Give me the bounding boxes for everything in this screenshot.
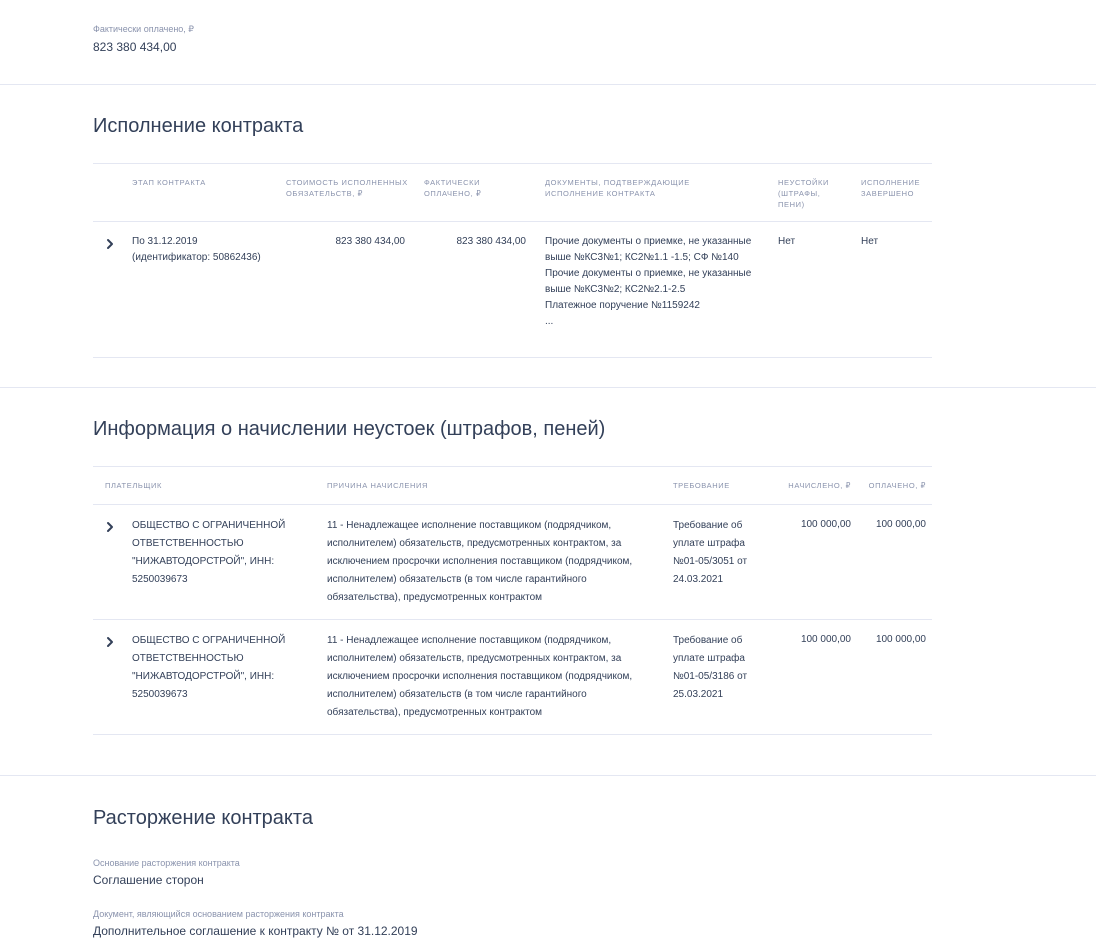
section-divider xyxy=(0,775,1096,776)
penalties-table xyxy=(93,466,932,734)
termination-title: Расторжение контракта xyxy=(93,807,313,829)
table-bottom-border xyxy=(93,734,932,735)
doc-line: Прочие документы о приемке, не указанные выше №КС3№1; КС2№1.1 -1.5; СФ №140 xyxy=(545,236,752,263)
table-row[interactable] xyxy=(93,619,932,735)
row-paid: 100 000,00 xyxy=(875,634,926,645)
doc-line: Платежное поручение №1159242 xyxy=(545,300,700,311)
col-header-paid: ОПЛАЧЕНО, ₽ xyxy=(868,481,926,490)
termination-basis-label: Основание расторжения контракта xyxy=(93,858,240,868)
row-completed: Нет xyxy=(861,236,879,247)
execution-title: Исполнение контракта xyxy=(93,115,304,137)
table-bottom-border xyxy=(93,357,932,358)
col-header-reason: ПРИЧИНА НАЧИСЛЕНИЯ xyxy=(327,481,429,490)
col-header-docs: ДОКУМЕНТЫ, ПОДТВЕРЖДАЮЩИЕ ИСПОЛНЕНИЕ КОНТРАКТА xyxy=(545,178,690,198)
col-header-completed: ИСПОЛНЕНИЕ ЗАВЕРШЕНО xyxy=(861,178,921,198)
doc-line: Прочие документы о приемке, не указанные выше №КС3№2; КС2№2.1-2.5 xyxy=(545,268,752,295)
row-reason: 11 - Ненадлежащее исполнение поставщиком (подрядчиком, исполнителем) обязательств, предусмотренных контрактом, за исключением просрочки исполнения поставщиком (подрядчиком, исполнителем) обязательств (в том числе гарантийного обязательства), предусмотренных контрактом xyxy=(327,635,633,718)
section-divider xyxy=(0,84,1096,85)
section-divider xyxy=(0,387,1096,388)
row-payer: ОБЩЕСТВО С ОГРАНИЧЕННОЙ ОТВЕТСТВЕННОСТЬЮ "НИЖАВТОДОРСТРОЙ", ИНН: 5250039673 xyxy=(132,635,286,700)
execution-table xyxy=(93,163,932,358)
chevron-right-icon[interactable] xyxy=(105,521,115,533)
termination-doc-value: Дополнительное соглашение к контракту № от 31.12.2019 xyxy=(93,924,418,938)
col-header-payer: ПЛАТЕЛЬЩИК xyxy=(105,481,162,490)
table-row[interactable] xyxy=(93,221,932,358)
chevron-right-icon[interactable] xyxy=(105,238,115,250)
row-docs xyxy=(545,234,760,330)
col-header-stage: ЭТАП КОНТРАКТА xyxy=(132,178,206,187)
chevron-right-icon[interactable] xyxy=(105,636,115,648)
row-paid: 100 000,00 xyxy=(875,519,926,530)
row-charged: 100 000,00 xyxy=(800,519,851,530)
row-charged: 100 000,00 xyxy=(800,634,851,645)
row-reason: 11 - Ненадлежащее исполнение поставщиком (подрядчиком, исполнителем) обязательств, предусмотренных контрактом, за исключением просрочки исполнения поставщиком (подрядчиком, исполнителем) обязательств (в том числе гарантийного обязательства), предусмотренных контрактом xyxy=(327,520,633,603)
row-demand: Требование об уплате штрафа №01-05/3051 от 24.03.2021 xyxy=(673,520,748,585)
row-payer: ОБЩЕСТВО С ОГРАНИЧЕННОЙ ОТВЕТСТВЕННОСТЬЮ "НИЖАВТОДОРСТРОЙ", ИНН: 5250039673 xyxy=(132,520,286,585)
col-header-paid: ФАКТИЧЕСКИ ОПЛАЧЕНО, ₽ xyxy=(424,178,482,198)
termination-doc-label: Документ, являющийся основанием расторжения контракта xyxy=(93,909,344,919)
row-stage: По 31.12.2019 (идентификатор: 50862436) xyxy=(132,236,261,263)
row-cost: 823 380 434,00 xyxy=(335,236,405,247)
row-paid: 823 380 434,00 xyxy=(456,236,526,247)
row-demand: Требование об уплате штрафа №01-05/3186 от 25.03.2021 xyxy=(673,635,748,700)
top-paid-label: Фактически оплачено, ₽ xyxy=(93,24,195,34)
doc-more[interactable]: ... xyxy=(545,316,554,327)
col-header-cost: СТОИМОСТЬ ИСПОЛНЕННЫХ ОБЯЗАТЕЛЬСТВ, ₽ xyxy=(286,178,408,198)
col-header-penalties: НЕУСТОЙКИ (ШТРАФЫ, ПЕНИ) xyxy=(778,178,829,209)
col-header-charged: НАЧИСЛЕНО, ₽ xyxy=(788,481,851,490)
penalties-title: Информация о начислении неустоек (штрафов, пеней) xyxy=(93,418,606,440)
table-row[interactable] xyxy=(93,504,932,620)
col-header-demand: ТРЕБОВАНИЕ xyxy=(673,481,730,490)
top-paid-value: 823 380 434,00 xyxy=(93,40,177,54)
termination-basis-value: Соглашение сторон xyxy=(93,873,204,887)
row-penalties: Нет xyxy=(778,236,796,247)
